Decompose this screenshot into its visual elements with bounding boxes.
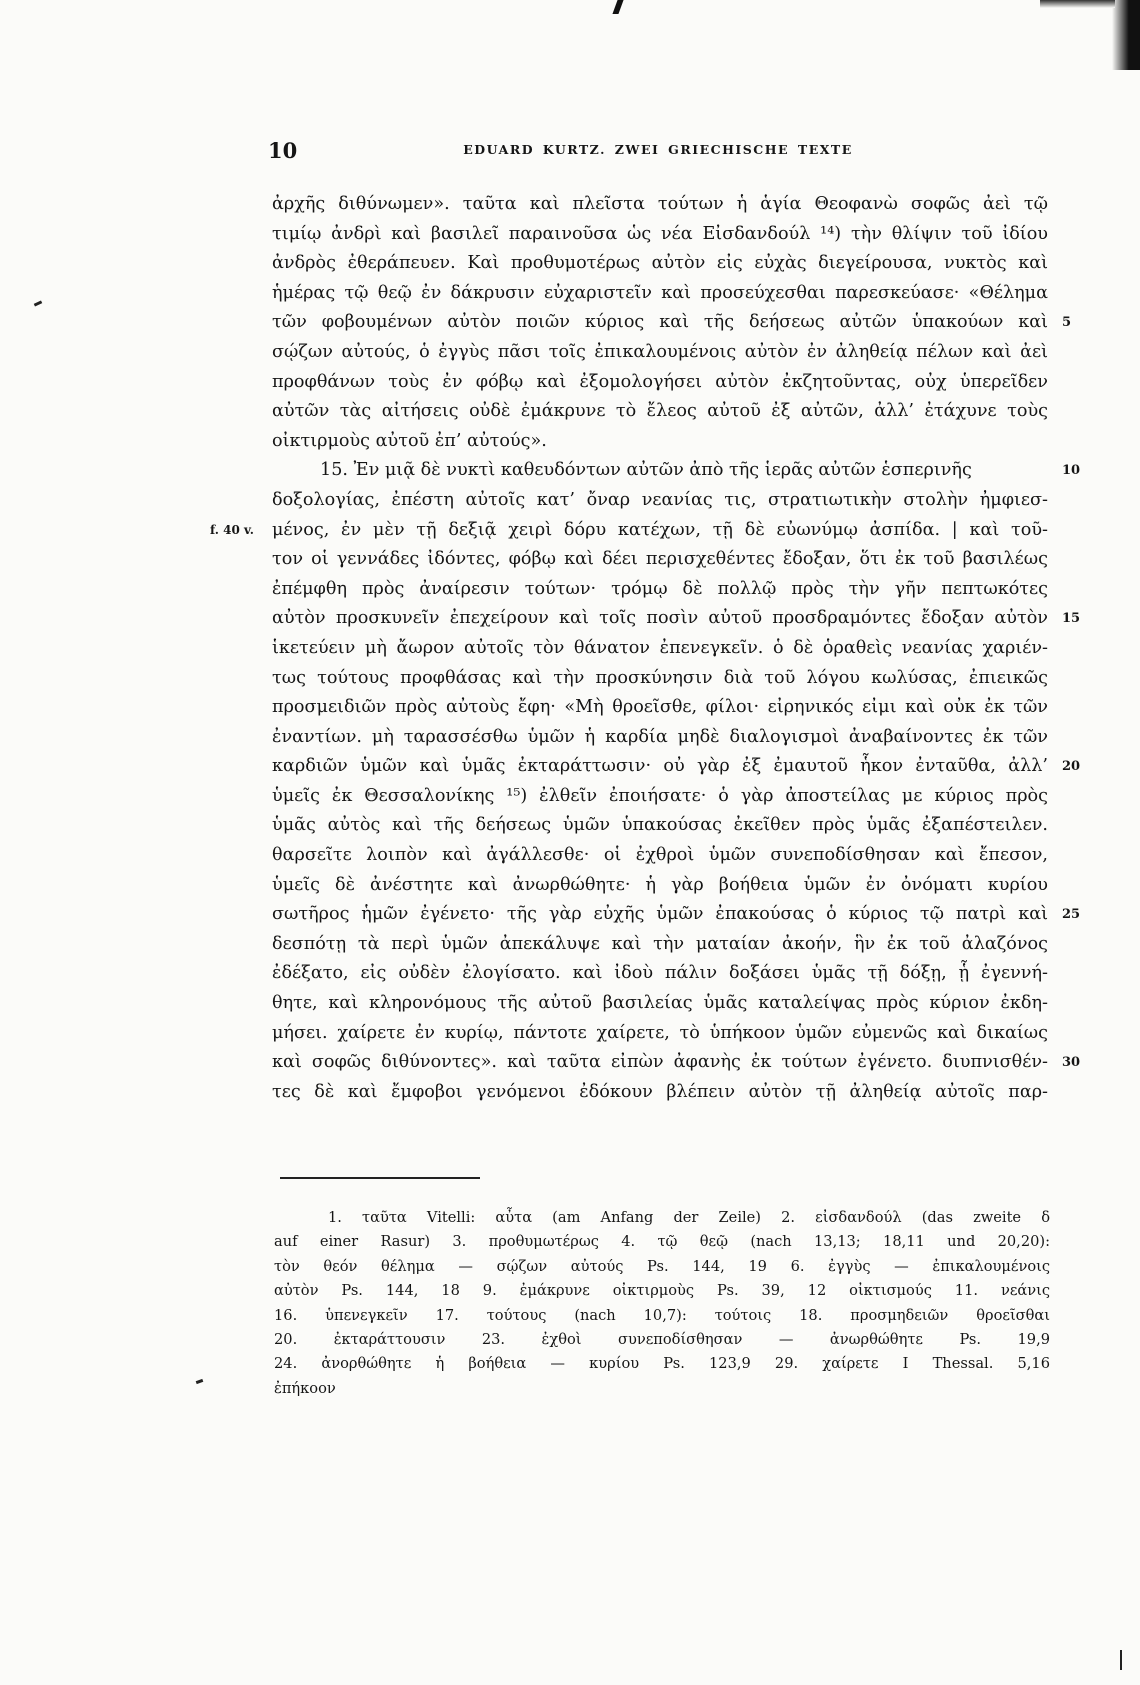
apparatus-line: αὐτὸν Ps. 144, 18 9. ἐμάκρυνε οἰκτιρμοὺς Ps. 39, 12 οἰκτισμούς 11. νεάνις <box>274 1282 1050 1300</box>
text-line-content: σῴζων αὐτούς, ὁ ἐγγὺς πᾶσι τοῖς ἐπικαλουμένοις αὐτὸν ἐν ἀληθείᾳ πέλων καὶ ἀεὶ <box>272 341 1048 362</box>
line-number: 5 <box>1062 315 1072 331</box>
folio-marker: f. 40 v. <box>210 522 254 537</box>
text-line <box>272 427 1048 457</box>
text-line <box>272 1048 1081 1078</box>
running-title: EDUARD KURTZ. ZWEI GRIECHISCHE TEXTE <box>463 142 853 157</box>
text-line <box>272 811 1048 841</box>
text-line-content: ἐναντίων. μὴ ταρασσέσθω ὑμῶν ἡ καρδία μηδὲ διαλογισμοὶ ἀναβαίνοντες ἐκ τῶν <box>272 726 1048 747</box>
critical-apparatus <box>274 1206 1050 1401</box>
scan-speck <box>196 1379 204 1384</box>
text-line <box>272 308 1072 338</box>
text-line-content: ὑμεῖς δὲ ἀνέστητε καὶ ἀνωρθώθητε· ἡ γὰρ βοήθεια ὑμῶν ἐν ὀνόματι κυρίου <box>272 874 1048 895</box>
text-line <box>272 604 1081 634</box>
text-line <box>272 486 1048 516</box>
main-text <box>210 190 1081 1107</box>
text-line <box>272 664 1048 694</box>
text-line-content: μένος, ἐν μὲν τῇ δεξιᾷ χειρὶ δόρυ κατέχων, τῇ δὲ εὐωνύμῳ ἀσπίδα. | καὶ τοῦ- <box>272 519 1048 540</box>
text-line <box>272 368 1048 398</box>
text-line <box>272 220 1048 250</box>
text-line-content: ἱκετεύειν μὴ ἄωρον αὐτοῖς τὸν θάνατον ἐπενεγκεῖν. ὁ δὲ ὁραθεὶς νεανίας χαριέν- <box>272 637 1048 658</box>
scan-speck <box>34 300 43 306</box>
text-line-content: ἐπέμφθη πρὸς ἀναίρεσιν τούτων· τρόμῳ δὲ πολλῷ πρὸς τὴν γῆν πεπτωκότες <box>272 578 1048 599</box>
text-line <box>272 1078 1048 1108</box>
text-line-content: αὐτὸν προσκυνεῖν ἐπεχείρουν καὶ τοῖς ποσὶν αὐτοῦ προσδραμόντες ἔδοξαν αὐτὸν <box>272 608 1048 629</box>
text-line <box>272 338 1048 368</box>
text-line-content: προσμειδιῶν πρὸς αὐτοὺς ἔφη· «Μὴ θροεῖσθε, φίλοι· εἰρηνικός εἰμι καὶ οὐκ ἐκ τῶν <box>272 697 1048 718</box>
text-line-content: ἀρχῆς διθύνωμεν». ταῦτα καὶ πλεῖστα τούτων ἡ ἁγία Θεοφανὼ σοφῶς ἀεὶ τῷ <box>272 194 1048 214</box>
text-line-content: 15. Ἐν μιᾷ δὲ νυκτὶ καθευδόντων αὐτῶν ἀπὸ τῆς ἱερᾶς αὐτῶν ἑσπερινῆς <box>320 460 972 481</box>
text-line <box>272 1019 1048 1049</box>
text-line <box>272 959 1048 989</box>
line-number: 10 <box>1062 463 1081 479</box>
text-line <box>272 841 1048 871</box>
text-line <box>272 752 1081 782</box>
line-number: 20 <box>1062 759 1081 775</box>
text-line-content: αὐτῶν τὰς αἰτήσεις οὐδὲ ἐμάκρυνε τὸ ἔλεος αὐτοῦ ἐξ αὐτῶν, ἀλλ’ ἐτάχυνε τοὺς <box>272 401 1048 422</box>
text-line-content: δοξολογίας, ἐπέστη αὐτοῖς κατ’ ὄναρ νεανίας τις, στρατιωτικὴν στολὴν ἠμφιεσ- <box>272 489 1048 510</box>
text-line <box>272 693 1048 723</box>
text-line-content: καρδιῶν ὑμῶν καὶ ὑμᾶς ἐκταράττωσιν· οὐ γὰρ ἐξ ἐμαυτοῦ ἧκον ἐνταῦθα, ἀλλ’ <box>272 756 1048 777</box>
text-line <box>272 723 1048 753</box>
page-number: 10 <box>268 138 298 163</box>
text-line <box>272 634 1048 664</box>
scan-edge-mark <box>1040 0 1115 8</box>
text-line-content: τως τούτους προφθάσας καὶ τὴν προσκύνησιν διὰ τοῦ λόγου κωλύσας, ἐπιεικῶς <box>272 667 1048 688</box>
text-line-content: ἡμέρας τῷ θεῷ ἐν δάκρυσιν εὐχαριστεῖν καὶ προσεύχεσθαι παρεσκεύασε· «Θέλημα <box>272 282 1048 303</box>
scan-speck <box>1120 1650 1122 1670</box>
text-line-content: ὑμεῖς ἐκ Θεσσαλονίκης ¹⁵) ἐλθεῖν ἐποιήσατε· ὁ γὰρ ἀποστείλας με κύριος πρὸς <box>272 785 1048 806</box>
apparatus-line: 20. ἐκταράττουσιν 23. ἐχθοὶ συνεποδίσθησαν — ἀνωρθώθητε Ps. 19,9 <box>274 1330 1050 1348</box>
text-line-content: τιμίῳ ἀνδρὶ καὶ βασιλεῖ παραινοῦσα ὡς νέα Εἰσδανδούλ ¹⁴) τὴν θλίψιν τοῦ ἰδίου <box>272 223 1048 244</box>
scan-edge-mark <box>1112 0 1140 70</box>
text-line <box>272 900 1081 930</box>
text-line <box>272 575 1048 605</box>
text-line <box>272 279 1048 309</box>
text-line <box>272 871 1048 901</box>
text-line-content: τον οἱ γεννάδες ἰδόντες, φόβῳ καὶ δέει περισχεθέντες ἔδοξαν, ὅτι ἐκ τοῦ βασιλέως <box>272 549 1048 570</box>
text-line-content: τες δὲ καὶ ἔμφοβοι γενόμενοι ἐδόκουν βλέπειν αὐτὸν τῇ ἀληθείᾳ αὐτοῖς παρ- <box>272 1081 1048 1102</box>
apparatus-line: 24. ἀνορθώθητε ἡ βοήθεια — κυρίου Ps. 123,9 29. χαίρετε I Thessal. 5,16 <box>274 1355 1050 1373</box>
text-line-content: θαρσεῖτε λοιπὸν καὶ ἀγάλλεσθε· οἱ ἐχθροὶ ὑμῶν συνεποδίσθησαν καὶ ἔπεσον, <box>272 845 1048 866</box>
line-number: 15 <box>1062 611 1081 627</box>
text-line-content: δεσπότῃ τὰ περὶ ὑμῶν ἀπεκάλυψε καὶ τὴν ματαίαν ἀκοήν, ἣν ἐκ τοῦ ἀλαζόνος <box>272 933 1048 954</box>
footnote-rule <box>280 1177 480 1179</box>
text-line <box>210 516 1048 546</box>
text-line-content: ὑμᾶς αὐτὸς καὶ τῆς δεήσεως ὑμῶν ὑπακούσας ἐκεῖθεν πρὸς ὑμᾶς ἐξαπέστειλεν. <box>272 815 1048 836</box>
text-line <box>272 249 1048 279</box>
text-line <box>272 545 1048 575</box>
page-header <box>268 138 1048 166</box>
text-line-content: οἰκτιρμοὺς αὐτοῦ ἐπ’ αὐτούς». <box>272 430 547 451</box>
text-line-content: ἀνδρὸς ἐθεράπευεν. Καὶ προθυμοτέρως αὐτὸν εἰς εὐχὰς διεγείρουσα, νυκτὸς καὶ <box>272 253 1048 274</box>
apparatus-line: auf einer Rasur) 3. προθυμωτέρως 4. τῷ θεῷ (nach 13,13; 18,11 und 20,20): <box>274 1233 1050 1251</box>
apparatus-line: τὸν θεόν θέλημα — σῴζων αὐτούς Ps. 144, 19 6. ἐγγὺς — ἐπικαλουμένοις <box>274 1257 1050 1275</box>
line-number: 25 <box>1062 907 1081 923</box>
line-number: 30 <box>1062 1055 1081 1071</box>
scan-edge-mark <box>612 0 623 14</box>
text-line <box>272 190 1048 220</box>
apparatus-line: ἐπήκοον <box>274 1379 336 1397</box>
text-line-content: προφθάνων τοὺς ἐν φόβῳ καὶ ἐξομολογήσει αὐτὸν ἐκζητοῦντας, οὐχ ὑπερεῖδεν <box>272 371 1048 392</box>
apparatus-line: 1. ταῦτα Vitelli: αὖτα (am Anfang der Zeile) 2. εἰσδανδούλ (das zweite δ <box>328 1209 1050 1226</box>
text-line-content: ἐδέξατο, εἰς οὐδὲν ἐλογίσατο. καὶ ἰδοὺ πάλιν δοξάσει ὑμᾶς τῇ δόξῃ, ᾗ ἐγεννή- <box>272 963 1048 984</box>
text-line <box>272 989 1048 1019</box>
text-line-content: καὶ σοφῶς διθύνοντες». καὶ ταῦτα εἰπὼν ἀφανὴς ἐκ τούτων ἐγένετο. διυπνισθέν- <box>272 1052 1048 1073</box>
text-line-content: σωτῆρος ἡμῶν ἐγένετο· τῆς γὰρ εὐχῆς ὑμῶν ἐπακούσας ὁ κύριος τῷ πατρὶ καὶ <box>272 904 1048 925</box>
text-line-content: μήσει. χαίρετε ἐν κυρίῳ, πάντοτε χαίρετε, τὸ ὑπήκοον ὑμῶν εὐμενῶς καὶ δικαίως <box>272 1022 1048 1043</box>
text-line <box>272 930 1048 960</box>
text-line <box>272 456 1081 486</box>
text-line-content: τῶν φοβουμένων αὐτὸν ποιῶν κύριος καὶ τῆς δεήσεως αὐτῶν ὑπακούων καὶ <box>272 312 1048 333</box>
text-line <box>272 782 1048 812</box>
text-line <box>272 397 1048 427</box>
text-line-content: θητε, καὶ κληρονόμους τῆς αὐτοῦ βασιλείας ὑμᾶς καταλείψας πρὸς κύριον ἐκδη- <box>272 993 1048 1014</box>
apparatus-line: 16. ὑπενεγκεῖν 17. τούτους (nach 10,7): τούτοις 18. προσμηδειῶν θροεῖσθαι <box>274 1306 1050 1324</box>
